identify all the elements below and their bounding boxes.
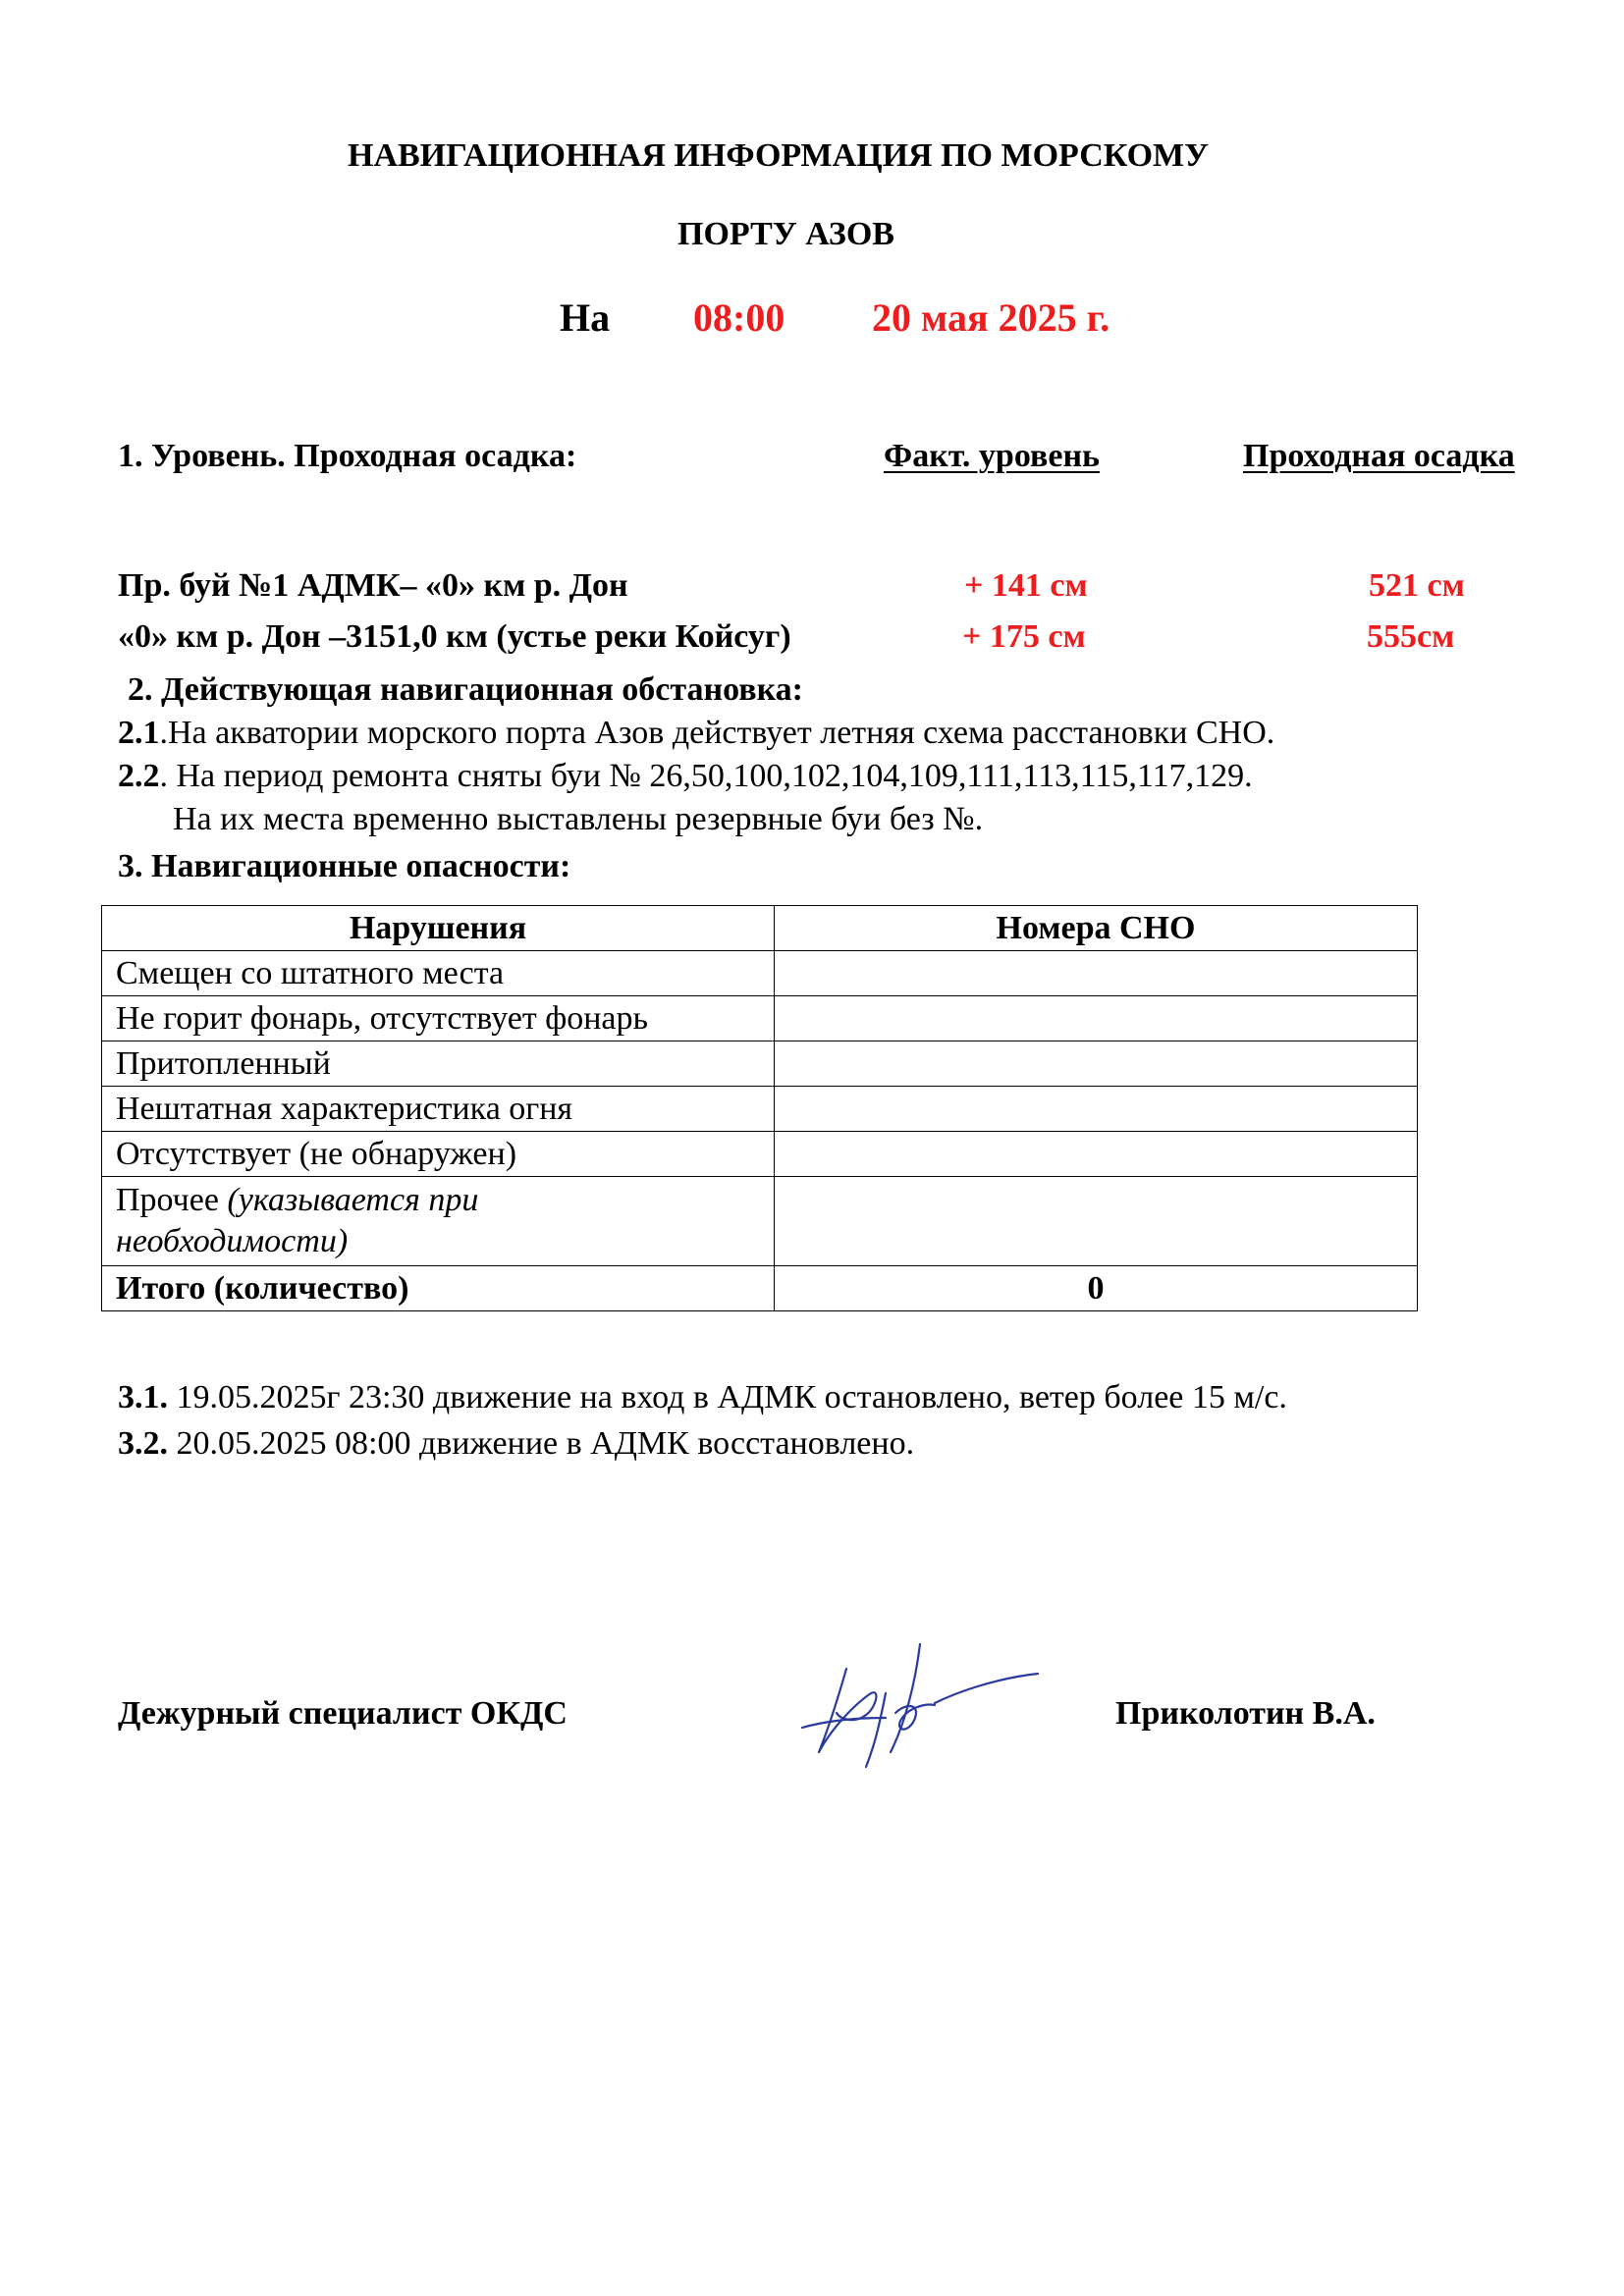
note-3-1 bbox=[118, 1379, 1287, 1416]
hazards-table bbox=[101, 905, 1418, 1311]
aid-numbers-cell bbox=[775, 951, 1418, 996]
violation-label: Притопленный bbox=[102, 1041, 775, 1087]
section2-item-2-continuation: На их места временно выставлены резервные буи без №. bbox=[173, 801, 984, 837]
violation-label-other bbox=[102, 1177, 775, 1266]
total-label: Итого (количество) bbox=[102, 1266, 775, 1311]
table-row-other bbox=[102, 1177, 1418, 1266]
other-label: Прочее bbox=[116, 1182, 228, 1218]
column-header-aid-numbers: Номера СНО bbox=[775, 906, 1418, 951]
column-draft: Проходная осадка bbox=[1243, 438, 1515, 474]
table-row bbox=[102, 1132, 1418, 1177]
title-line-1: НАВИГАЦИОННАЯ ИНФОРМАЦИЯ ПО МОРСКОМУ bbox=[348, 137, 1210, 174]
level-draft-value: 521 см bbox=[1369, 567, 1465, 604]
other-note-continuation: необходимости) bbox=[116, 1223, 349, 1259]
column-fact-level: Факт. уровень bbox=[884, 438, 1101, 474]
violation-label: Смещен со штатного места bbox=[102, 951, 775, 996]
title-line-2: ПОРТУ АЗОВ bbox=[677, 216, 894, 252]
note-text: 19.05.2025г 23:30 движение на вход в АДМК остановлено, ветер более 15 м/с. bbox=[168, 1379, 1287, 1415]
level-draft-value: 555см bbox=[1367, 618, 1455, 655]
level-fact-value: + 175 см bbox=[962, 618, 1086, 655]
table-header-row bbox=[102, 906, 1418, 951]
other-note: (указывается при bbox=[227, 1182, 479, 1218]
table-row-total bbox=[102, 1266, 1418, 1311]
item-number: 2.1 bbox=[118, 715, 160, 751]
item-text: .На акватории морского порта Азов действует летняя схема расстановки СНО. bbox=[159, 715, 1275, 751]
section1-heading: 1. Уровень. Проходная осадка: bbox=[118, 438, 577, 474]
table-row bbox=[102, 951, 1418, 996]
note-number: 3.2. bbox=[118, 1425, 168, 1462]
total-value: 0 bbox=[775, 1266, 1418, 1311]
aid-numbers-cell bbox=[775, 1087, 1418, 1132]
item-number: 2.2 bbox=[118, 758, 160, 794]
level-fact-value: + 141 см bbox=[964, 567, 1088, 604]
duty-specialist-name: Приколотин В.А. bbox=[1115, 1695, 1376, 1732]
item-text: . На период ремонта сняты буи № 26,50,100,102,104,109,111,113,115,117,129. bbox=[159, 758, 1253, 794]
section3-heading: 3. Навигационные опасности: bbox=[118, 848, 571, 884]
section2-item-1 bbox=[118, 715, 1274, 752]
handwritten-signature bbox=[797, 1634, 1043, 1772]
column-header-violations: Нарушения bbox=[102, 906, 775, 951]
duty-specialist-position: Дежурный специалист ОКДС bbox=[118, 1695, 568, 1732]
aid-numbers-cell bbox=[775, 1132, 1418, 1177]
level-location: Пр. буй №1 АДМК– «0» км р. Дон bbox=[118, 567, 628, 604]
section2-heading: 2. Действующая навигационная обстановка: bbox=[128, 671, 804, 708]
note-3-2 bbox=[118, 1425, 914, 1463]
violation-label: Не горит фонарь, отсутствует фонарь bbox=[102, 996, 775, 1041]
report-date: 20 мая 2025 г. bbox=[872, 295, 1110, 340]
report-time: 08:00 bbox=[693, 295, 785, 340]
violation-label: Отсутствует (не обнаружен) bbox=[102, 1132, 775, 1177]
table-row bbox=[102, 1041, 1418, 1087]
level-location: «0» км р. Дон –3151,0 км (устье реки Койсуг) bbox=[118, 618, 791, 655]
table-row bbox=[102, 996, 1418, 1041]
note-number: 3.1. bbox=[118, 1379, 168, 1415]
aid-numbers-cell bbox=[775, 1041, 1418, 1087]
violation-label: Нештатная характеристика огня bbox=[102, 1087, 775, 1132]
date-prefix: На bbox=[560, 295, 611, 340]
note-text: 20.05.2025 08:00 движение в АДМК восстановлено. bbox=[168, 1425, 915, 1462]
aid-numbers-cell bbox=[775, 996, 1418, 1041]
table-row bbox=[102, 1087, 1418, 1132]
section2-item-2 bbox=[118, 758, 1253, 795]
aid-numbers-cell bbox=[775, 1177, 1418, 1266]
